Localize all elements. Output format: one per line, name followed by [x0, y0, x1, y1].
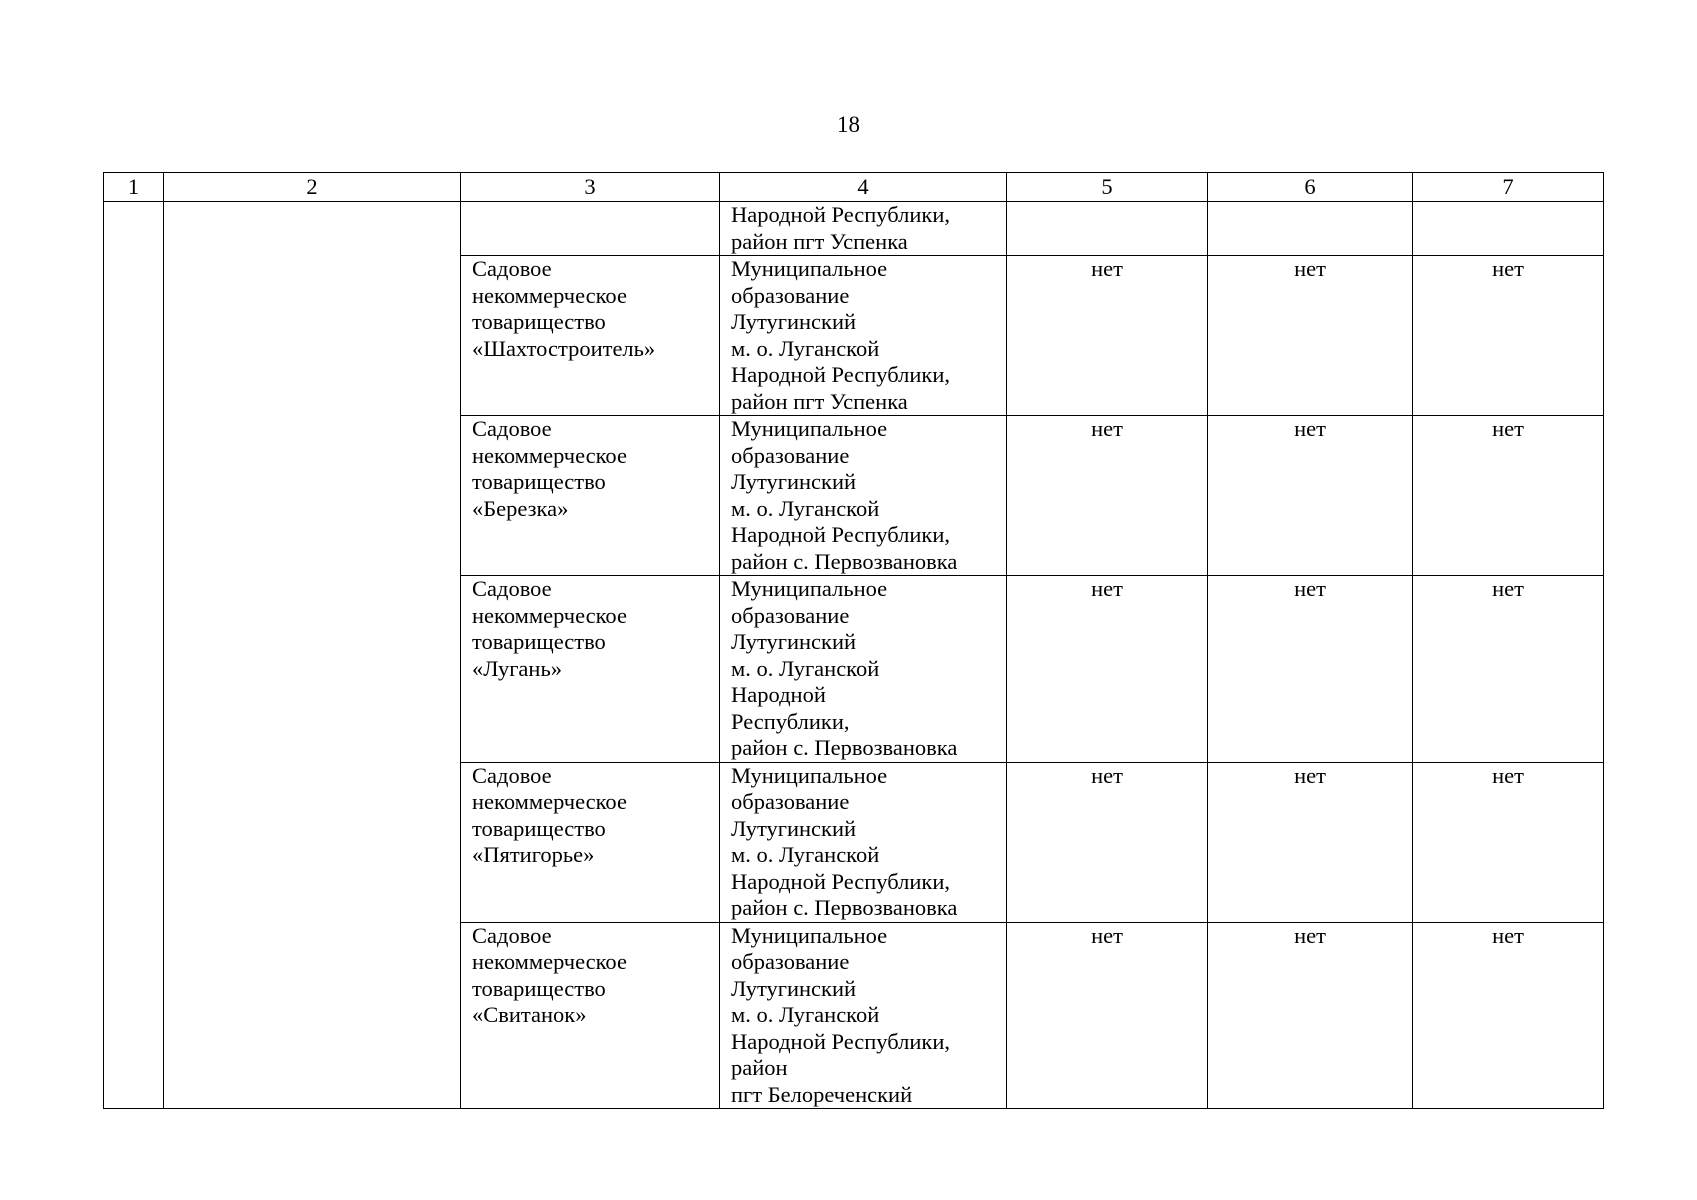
header-col-3: 3: [461, 173, 720, 202]
cell-col6: нет: [1208, 922, 1413, 1109]
cell-col2-merged: [164, 202, 461, 1109]
cell-col6: нет: [1208, 256, 1413, 416]
cell-col6-continuation: [1208, 202, 1413, 256]
cell-col4-continuation: Народной Республики, район пгт Успенка: [720, 202, 1007, 256]
cell-col5-continuation: [1007, 202, 1208, 256]
cell-location: Муниципальное образование Лутугинский м. о. Луганской Народной Республики, район пгт Успенка: [720, 256, 1007, 416]
header-col-6: 6: [1208, 173, 1413, 202]
cell-col7: нет: [1413, 576, 1604, 763]
header-row: [104, 173, 1604, 202]
table-row-continuation: [104, 202, 1604, 256]
cell-col7: нет: [1413, 922, 1604, 1109]
header-col-4: 4: [720, 173, 1007, 202]
cell-col5: нет: [1007, 416, 1208, 576]
cell-col7-continuation: [1413, 202, 1604, 256]
cell-col5: нет: [1007, 256, 1208, 416]
cell-col7: нет: [1413, 762, 1604, 922]
cell-col5: нет: [1007, 576, 1208, 763]
cell-location: Муниципальное образование Лутугинский м. о. Луганской Народной Республики, район пгт Белореченский: [720, 922, 1007, 1109]
cell-col5: нет: [1007, 762, 1208, 922]
cell-col3-continuation: [461, 202, 720, 256]
cell-location: Муниципальное образование Лутугинский м. о. Луганской Народной Республики, район с. Первозвановка: [720, 576, 1007, 763]
cell-col6: нет: [1208, 576, 1413, 763]
cell-col1-merged: [104, 202, 164, 1109]
cell-organization: Садовое некоммерческое товарищество «Шахтостроитель»: [461, 256, 720, 416]
header-col-2: 2: [164, 173, 461, 202]
data-table: [103, 172, 1604, 1109]
cell-col5: нет: [1007, 922, 1208, 1109]
cell-col7: нет: [1413, 256, 1604, 416]
cell-location: Муниципальное образование Лутугинский м. о. Луганской Народной Республики, район с. Первозвановка: [720, 762, 1007, 922]
cell-col6: нет: [1208, 762, 1413, 922]
cell-organization: Садовое некоммерческое товарищество «Свитанок»: [461, 922, 720, 1109]
cell-organization: Садовое некоммерческое товарищество «Пятигорье»: [461, 762, 720, 922]
header-col-7: 7: [1413, 173, 1604, 202]
cell-organization: Садовое некоммерческое товарищество «Березка»: [461, 416, 720, 576]
header-col-5: 5: [1007, 173, 1208, 202]
page-number: 18: [837, 112, 860, 137]
cell-location: Муниципальное образование Лутугинский м. о. Луганской Народной Республики, район с. Первозвановка: [720, 416, 1007, 576]
cell-col7: нет: [1413, 416, 1604, 576]
cell-col6: нет: [1208, 416, 1413, 576]
header-col-1: 1: [104, 173, 164, 202]
cell-organization: Садовое некоммерческое товарищество «Лугань»: [461, 576, 720, 763]
